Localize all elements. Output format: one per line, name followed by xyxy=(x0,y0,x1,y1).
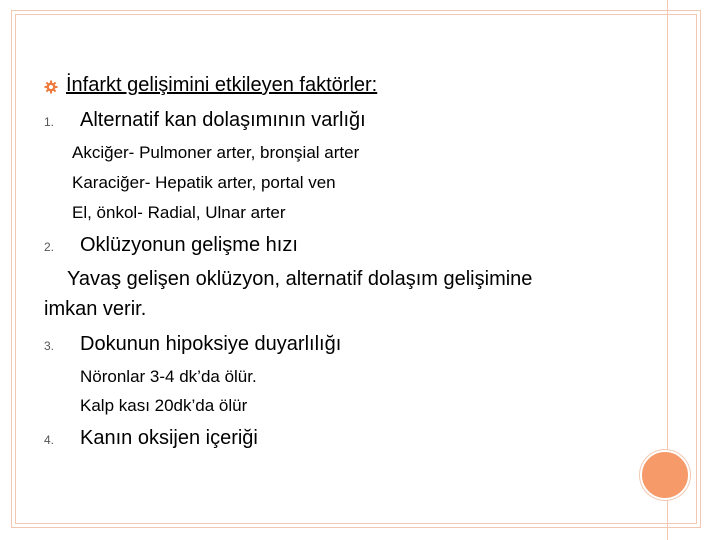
item-2-desc-line-2: imkan verir. xyxy=(44,298,147,320)
item-3-text: Dokunun hipoksiye duyarlılığı xyxy=(80,333,342,355)
item-4-number: 4. xyxy=(44,433,55,447)
item-1-sub-3: El, önkol- Radial, Ulnar arter xyxy=(72,203,286,222)
item-1-sub-1: Akciğer- Pulmoner arter, bronşial arter xyxy=(72,143,360,162)
decorative-circle xyxy=(640,450,690,500)
item-3-sub-1: Nöronlar 3-4 dk’da ölür. xyxy=(80,367,257,386)
item-2-text: Oklüzyonun gelişme hızı xyxy=(80,234,298,256)
item-3-sub-2: Kalp kası 20dk’da ölür xyxy=(80,396,248,415)
item-2-number: 2. xyxy=(44,240,55,254)
item-1-text: Alternatif kan dolaşımının varlığı xyxy=(80,109,366,131)
item-1-sub-2: Karaciğer- Hepatik arter, portal ven xyxy=(72,173,336,192)
heading: İnfarkt gelişimini etkileyen faktörler: xyxy=(66,74,378,96)
item-1-number: 1. xyxy=(44,115,55,129)
item-3-number: 3. xyxy=(44,339,55,353)
gear-bullet-icon xyxy=(44,80,58,94)
item-4-text: Kanın oksijen içeriği xyxy=(80,427,258,449)
item-2-desc-line-1: Yavaş gelişen oklüzyon, alternatif dolaşım gelişimine xyxy=(67,268,533,290)
